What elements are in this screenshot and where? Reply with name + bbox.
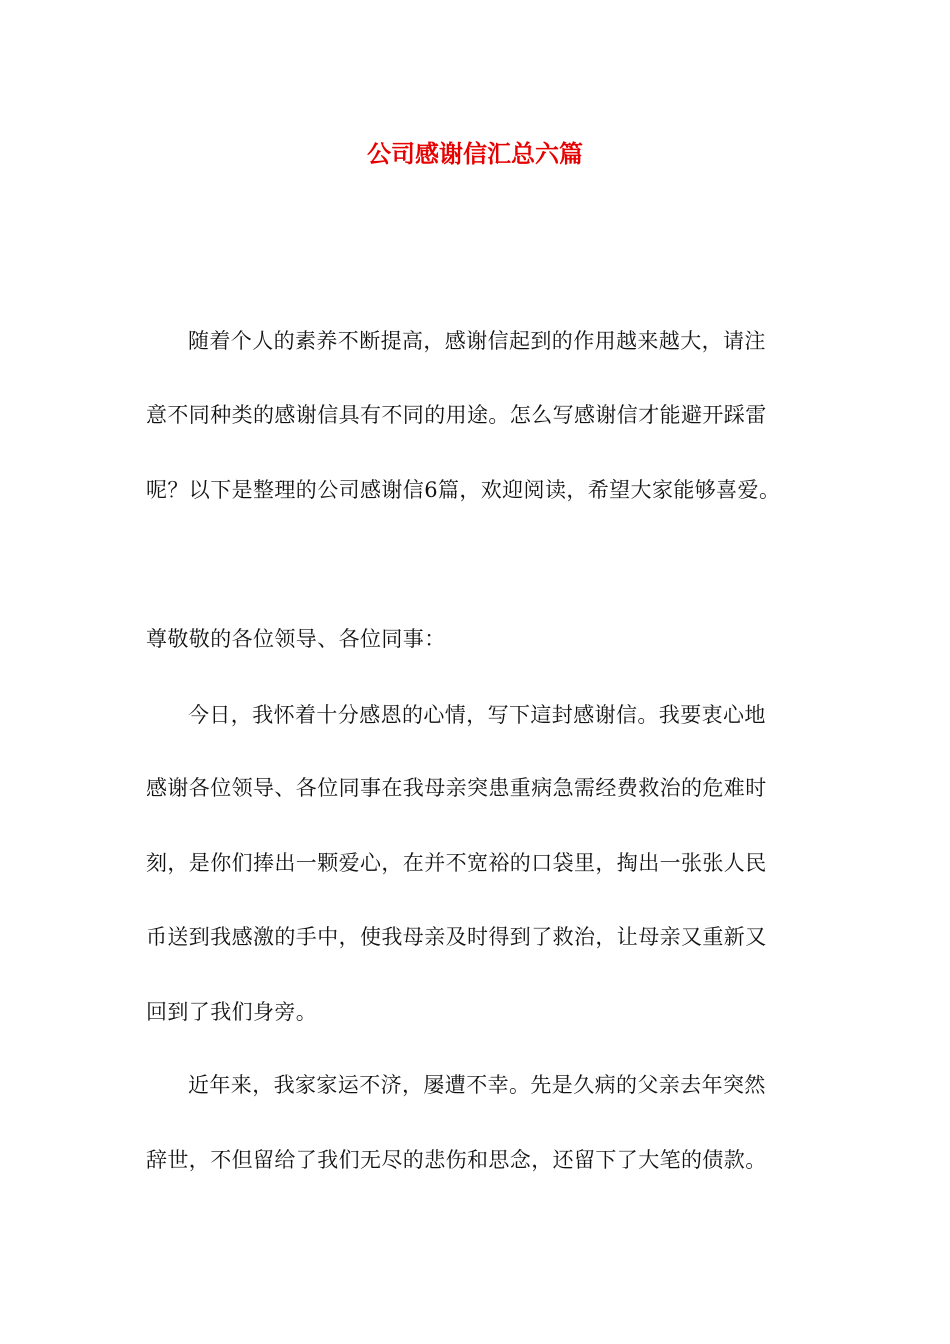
paragraph1-line-4: 币送到我感激的手中，使我母亲及时得到了救治，让母亲又重新又 [146, 925, 767, 949]
paragraph2-line-1: 近年来，我家家运不济，屡遭不幸。先是久病的父亲去年突然 [188, 1073, 766, 1097]
paragraph1-line-5: 回到了我们身旁。 [146, 1000, 318, 1024]
intro-line-2: 意不同种类的感谢信具有不同的用途。怎么写感谢信才能避开踩雷 [146, 403, 767, 427]
salutation: 尊敬敬的各位领导、各位同事： [146, 627, 446, 651]
paragraph1-line-1: 今日，我怀着十分感恩的心情，写下這封感谢信。我要衷心地 [188, 703, 766, 727]
paragraph1-line-3: 刻，是你们捧出一颗爱心，在并不宽裕的口袋里，掏出一张张人民 [146, 851, 767, 875]
intro-line-3: 呢？以下是整理的公司感谢信6篇，欢迎阅读，希望大家能够喜爱。 [146, 478, 781, 502]
paragraph1-line-2: 感谢各位领导、各位同事在我母亲突患重病急需经费救治的危难时 [146, 776, 767, 800]
paragraph2-line-2: 辞世，不但留给了我们无尽的悲伤和思念，还留下了大笔的债款。 [146, 1148, 767, 1172]
document-title: 公司感谢信汇总六篇 [367, 139, 583, 168]
intro-line-1: 随着个人的素养不断提高，感谢信起到的作用越来越大，请注 [188, 329, 766, 353]
